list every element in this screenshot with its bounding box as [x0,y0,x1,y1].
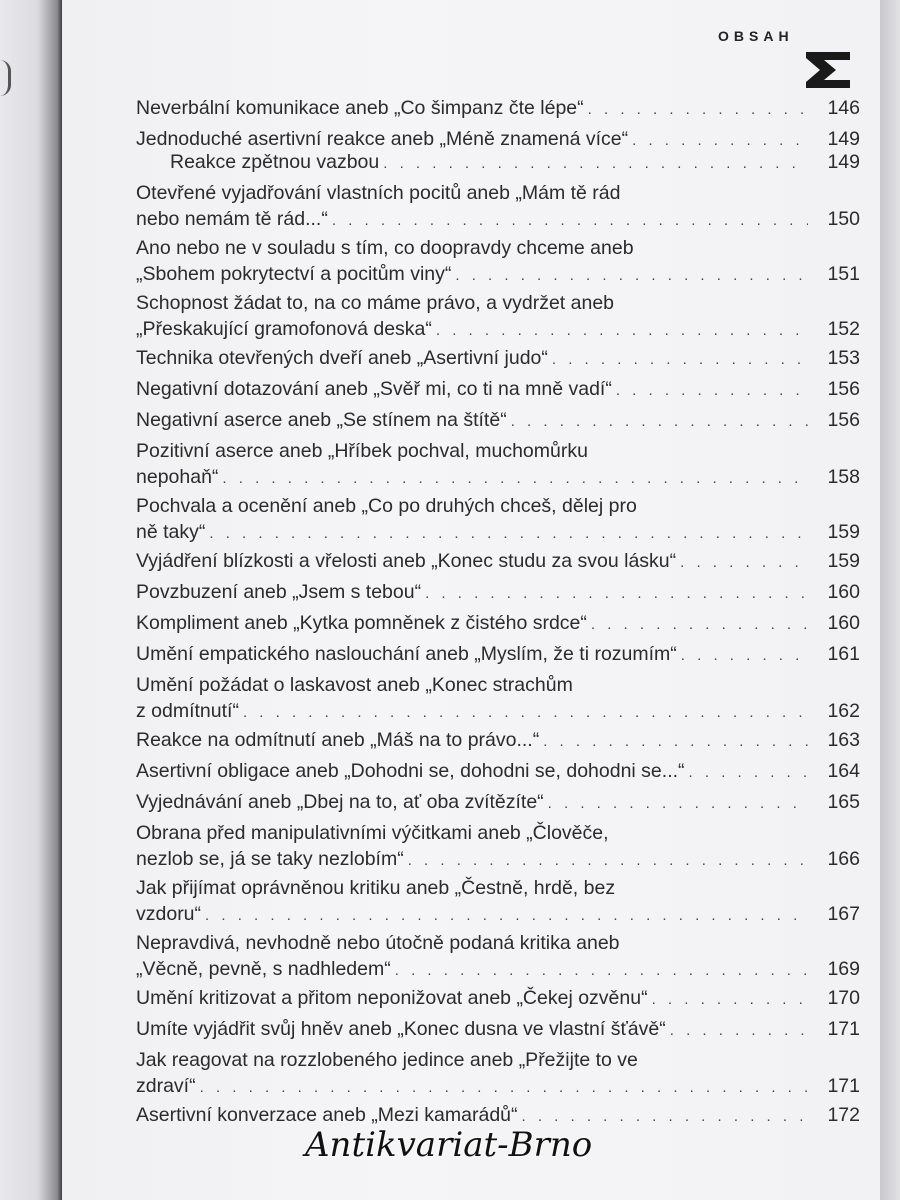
dot-leader [243,700,808,726]
toc-page-number: 163 [827,729,860,751]
toc-entry-title: Neverbální komunikace aneb „Co šimpanz čte lépe“ [136,97,584,119]
toc-page-number: 158 [827,466,860,488]
toc-page-number: 150 [827,208,860,230]
dot-leader [689,760,808,786]
toc-entry-title: nezlob se, já se taky nezlobím“ [136,848,404,870]
toc-page-number: 160 [827,581,860,603]
toc-entry [136,95,860,126]
toc-page-number: 170 [827,987,860,1009]
toc-page-number: 172 [827,1104,860,1126]
toc-entry [136,758,860,789]
toc-entry-title: „Přeskakující gramofonová deska“ [136,318,432,340]
toc-entry-title: Asertivní obligace aneb „Dohodni se, dohodni se, dohodni se...“ [136,760,685,782]
toc-entry [136,126,860,149]
dot-leader [652,987,808,1013]
toc-entry-title: Jak reagovat na rozzlobeného jedince aneb „Přežijte to ve [136,1049,638,1071]
dot-leader [543,729,808,755]
dot-leader [200,1075,808,1101]
toc-page-number: 156 [827,378,860,400]
toc-entry-title: ně taky“ [136,521,206,543]
dot-leader [222,466,808,492]
toc-entry [136,376,860,407]
toc-entry-title: Pochvala a ocenění aneb „Co po druhých chceš, dělej pro [136,495,637,517]
toc-page-number: 164 [827,760,860,782]
toc-entry-title: Povzbuzení aneb „Jsem s tebou“ [136,581,422,603]
dot-leader [436,318,808,344]
toc-entry-title: Nepravdivá, nevhodně nebo útočně podaná kritika aneb [136,932,620,954]
toc-entry-title: Asertivní konverzace aneb „Mezi kamarádů“ [136,1104,518,1126]
toc-entry [136,345,860,376]
dot-leader [681,643,808,669]
toc-entry-title: Umění kritizovat a přitom neponižovat aneb „Čekej ozvěnu“ [136,987,648,1009]
toc-entry [136,548,860,579]
facing-page-edge [0,0,62,1200]
toc-entry-title: Vyjádření blízkosti a vřelosti aneb „Konec studu za svou lásku“ [136,550,677,572]
toc-entry-title: Umění empatického naslouchání aneb „Myslím, že ti rozumím“ [136,643,677,665]
toc-entry-title: Umění požádat o laskavost aneb „Konec strachům [136,674,573,696]
dot-leader [552,347,808,373]
dot-leader [383,151,808,177]
dot-leader [548,791,808,817]
toc-page-number: 152 [827,318,860,340]
toc-entry-title: Kompliment aneb „Kytka pomněnek z čistého srdce“ [136,612,587,634]
toc-entry [136,789,860,820]
toc-entry-title: „Věcně, pevně, s nadhledem“ [136,958,391,980]
toc-page-number: 161 [827,643,860,665]
page-edge-shadow [880,0,900,1200]
toc-entry [136,438,860,493]
dot-leader [395,958,808,984]
toc-page-number: 162 [827,700,860,722]
toc-page-number: 160 [827,612,860,634]
dot-leader [332,208,808,234]
chapter-marker-icon [806,52,850,88]
toc-entry [136,180,860,235]
toc-entry [136,1016,860,1047]
toc-entry-title: Schopnost žádat to, na co máme právo, a vydržet aneb [136,292,615,314]
watermark: Antikvariat-Brno [305,1125,593,1165]
toc-entry [136,579,860,610]
dot-leader [680,550,808,576]
toc-entry-title: zdraví“ [136,1075,196,1097]
toc-entry-title: Vyjednávání aneb „Dbej na to, ať oba zvítězíte“ [136,791,544,813]
toc-entry [136,493,860,548]
dot-leader [670,1018,808,1044]
dot-leader [425,581,808,607]
toc-page-number: 169 [827,958,860,980]
toc-entry-title: Technika otevřených dveří aneb „Asertivní judo“ [136,347,548,369]
toc-entry [136,875,860,930]
dot-leader [205,903,808,929]
dot-leader [455,263,808,289]
toc-entry-title: vzdoru“ [136,903,202,925]
toc-entry-title: Obrana před manipulativními výčitkami aneb „Člověče, [136,822,609,844]
toc-entry-title: Umíte vyjádřit svůj hněv aneb „Konec dusna ve vlastní šťávě“ [136,1018,666,1040]
facing-page-mark [0,60,11,96]
toc-entry [136,149,860,180]
toc-entry [136,407,860,438]
toc-entry-title: Jak přijímat oprávněnou kritiku aneb „Čestně, hrdě, bez [136,877,616,899]
toc-entry-title: Reakce na odmítnutí aneb „Máš na to právo...“ [136,729,540,751]
toc-entry-title: Otevřené vyjadřování vlastních pocitů aneb „Mám tě rád [136,182,621,204]
toc-entry [136,290,860,345]
dot-leader [511,409,808,435]
section-header: OBSAH [718,28,794,44]
toc-page-number: 171 [827,1075,860,1097]
dot-leader [408,848,808,874]
toc-entry-title: z odmítnutí“ [136,700,239,722]
toc-entry-title: Jednoduché asertivní reakce aneb „Méně znamená více“ [136,128,629,150]
toc-entry-title: Ano nebo ne v souladu s tím, co doopravdy chceme aneb [136,237,634,259]
toc-entry-title: Negativní dotazování aneb „Svěř mi, co ti na mně vadí“ [136,378,612,400]
toc-entry-title: Pozitivní aserce aneb „Hříbek pochval, muchomůrku [136,440,588,462]
toc-entry-title: nebo nemám tě rád...“ [136,208,328,230]
toc-page-number: 149 [827,151,860,173]
toc-page-number: 156 [827,409,860,431]
toc-entry [136,820,860,875]
toc-page-number: 153 [827,347,860,369]
toc-page-number: 151 [827,263,860,285]
dot-leader [209,521,808,547]
toc-page-number: 159 [827,521,860,543]
table-of-contents [136,95,860,1133]
toc-entry-title: nepohaň“ [136,466,219,488]
toc-entry [136,930,860,985]
toc-entry [136,672,860,727]
dot-leader [588,97,808,123]
toc-page-number: 165 [827,791,860,813]
toc-page-number: 146 [827,97,860,119]
toc-page-number: 149 [827,128,860,150]
toc-entry [136,610,860,641]
toc-entry [136,1047,860,1102]
toc-entry [136,985,860,1016]
toc-entry-title: Reakce zpětnou vazbou [170,151,380,173]
toc-entry [136,727,860,758]
toc-page-number: 166 [827,848,860,870]
dot-leader [616,378,808,404]
toc-entry-title: „Sbohem pokrytectví a pocitům viny“ [136,263,452,285]
toc-entry-title: Negativní aserce aneb „Se stínem na štítě“ [136,409,507,431]
toc-page-number: 171 [827,1018,860,1040]
toc-page-number: 167 [827,903,860,925]
dot-leader [591,612,808,638]
toc-page-number: 159 [827,550,860,572]
toc-entry [136,235,860,290]
toc-entry [136,641,860,672]
